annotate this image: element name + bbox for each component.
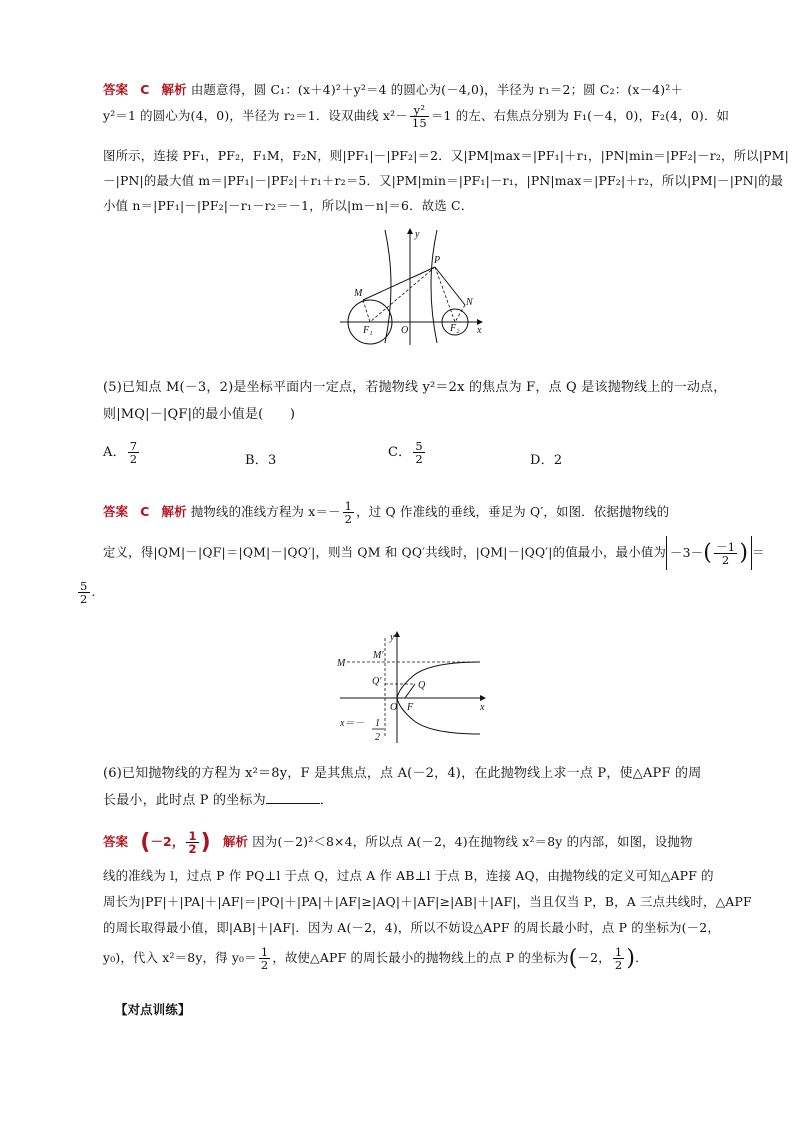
- option-c: C． $\frac{5}{2}$: [388, 439, 423, 467]
- fig2-label-x: x: [480, 702, 485, 713]
- fig2-label-Q: Q: [418, 680, 426, 691]
- s1-line-3: 图所示，连接 PF₁，PF₂，F₁M，F₂N，则|PF₁|－|PF₂|＝2．又|PM|max＝|PF₁|＋r₁，|PN|min＝|PF₂|－r₂，所以|PM|: [103, 148, 789, 163]
- fig1-label-x: x: [477, 325, 482, 336]
- s2-line-2: 定义，得|QM|－|QF|＝|QM|－|QQ′|，则当 QM 和 QQ′共线时，|QM|－|QQ′|的值最小，最小值为 －3－( $\frac{-1}{2}$ ) ＝: [103, 536, 765, 570]
- fig2-label-d: 2: [375, 732, 380, 743]
- s1-line-1: [103, 80, 683, 98]
- answer-label: 答案: [103, 82, 129, 97]
- s1-line-5: 小值 n＝|PF₁|－|PF₂|－r₁－r₂＝－1，所以|m－n|＝6．故选 C．: [103, 198, 474, 213]
- fig1-label-F2: F₂: [450, 323, 460, 334]
- option-d: D．2: [530, 453, 563, 468]
- s2-line-1: 答案 C 解析 抛物线的准线方程为 x＝－ $\frac{1}{2}$ ，过 Q 作准线的垂线，垂足为 Q′，如图．依据抛物线的: [103, 499, 670, 527]
- fig2-label-Mp: M′: [373, 650, 384, 661]
- s1-line-2: [103, 104, 729, 129]
- s3-line-1: 答案 (－2， $\frac{1}{2}$ ) 解析 因为(－2)²＜8×4，所以点 A(－2，4)在抛物线 x²＝8y 的内部，如图，设抛物: [103, 829, 693, 857]
- fig1-label-P: P: [434, 255, 441, 266]
- q6-line-1: (6)已知抛物线的方程为 x²＝8y，F 是其焦点，点 A(－2，4)，在此抛物线上求一点 P，使△APF 的周: [103, 766, 702, 781]
- answer-blank: [266, 793, 320, 804]
- fig2-label-F: F: [407, 702, 414, 713]
- fig1-label-y: y: [415, 229, 420, 240]
- absolute-value: －3－( $\frac{-1}{2}$ ): [666, 536, 752, 570]
- fig2-label-Qp: Q′: [372, 676, 382, 687]
- s1-text-2b: ＝1 的左、右焦点分别为 F₁(－4，0)，F₂(4，0)．如: [430, 108, 730, 124]
- fig1-label-M: M: [354, 288, 363, 299]
- s1-text-1: 由题意得，圆 C₁：(x＋4)²＋y²＝4 的圆心为(－4,0)，半径为 r₁＝2；圆 C₂：(x－4)²＋: [190, 82, 684, 97]
- analysis-label: 解析: [161, 82, 187, 97]
- s3-line-3: 周长为|PF|＋|PA|＋|AF|＝|PQ|＋|PA|＋|AF|≥|AQ|＋|AF|≥|AB|＋|AF|，当且仅当 P，B，A 三点共线时，△APF: [103, 894, 752, 909]
- fig2-label-y: y: [390, 632, 395, 643]
- fig1-label-O: O: [401, 325, 409, 336]
- section-heading: 【对点训练】: [115, 1002, 191, 1017]
- s3-line-2: 线的准线为 l，过点 P 作 PQ⊥l 于点 Q，过点 A 作 AB⊥l 于点 B，连接 AQ，由抛物线的定义可知△APF 的: [103, 868, 714, 883]
- parabola-figure: [335, 628, 495, 746]
- s3-line-5: y₀)，代入 x²＝8y，得 y₀＝ $\frac{1}{2}$ ，故使△APF 的周长最小的抛物线上的点 P 的坐标为(－2， $\frac{1}{2}$ )．: [103, 945, 648, 973]
- answer-value: C: [140, 82, 150, 97]
- fig2-label-n: 1: [375, 718, 380, 729]
- s1-line-4: －|PN|的最大值 m＝|PF₁|－|PF₂|＋r₁＋r₂＝5．又|PM|min＝|PF₁|－r₁，|PN|max＝|PF₂|＋r₂，所以|PM|－|PN|的最: [103, 173, 784, 188]
- option-b: B．3: [245, 453, 277, 468]
- fig2-label-M: M: [337, 658, 346, 669]
- fig1-label-N: N: [466, 297, 473, 308]
- s1-text-2a: y²＝1 的圆心为(4，0)，半径为 r₂＝1．设双曲线 x²－: [103, 108, 408, 124]
- fig2-label-O: O: [390, 702, 398, 713]
- option-a: A． $\frac{7}{2}$: [103, 439, 138, 467]
- q6-line-2: 长最小，此时点 P 的坐标为 ．: [103, 793, 334, 808]
- s3-line-4: 的周长取得最小值，即|AB|＋|AF|．因为 A(－2，4)，所以不妨设△APF 的周长最小时，点 P 的坐标为(－2，: [103, 920, 720, 935]
- fraction: $\frac{\text{y²}}{15}$: [411, 103, 427, 131]
- fig1-label-F1: F₁: [363, 325, 373, 336]
- q5-line-1: (5)已知点 M(－3，2)是坐标平面内一定点，若抛物线 y²＝2x 的焦点为 F，点 Q 是该抛物线上的一动点，: [103, 380, 727, 395]
- hyperbola-figure: [335, 225, 495, 350]
- fig2-label-xeq: x＝－: [340, 718, 365, 729]
- q5-line-2: 则|MQ|－|QF|的最小值是( ): [103, 407, 296, 422]
- s2-line-3: $\frac{5}{2}$ .: [80, 579, 96, 607]
